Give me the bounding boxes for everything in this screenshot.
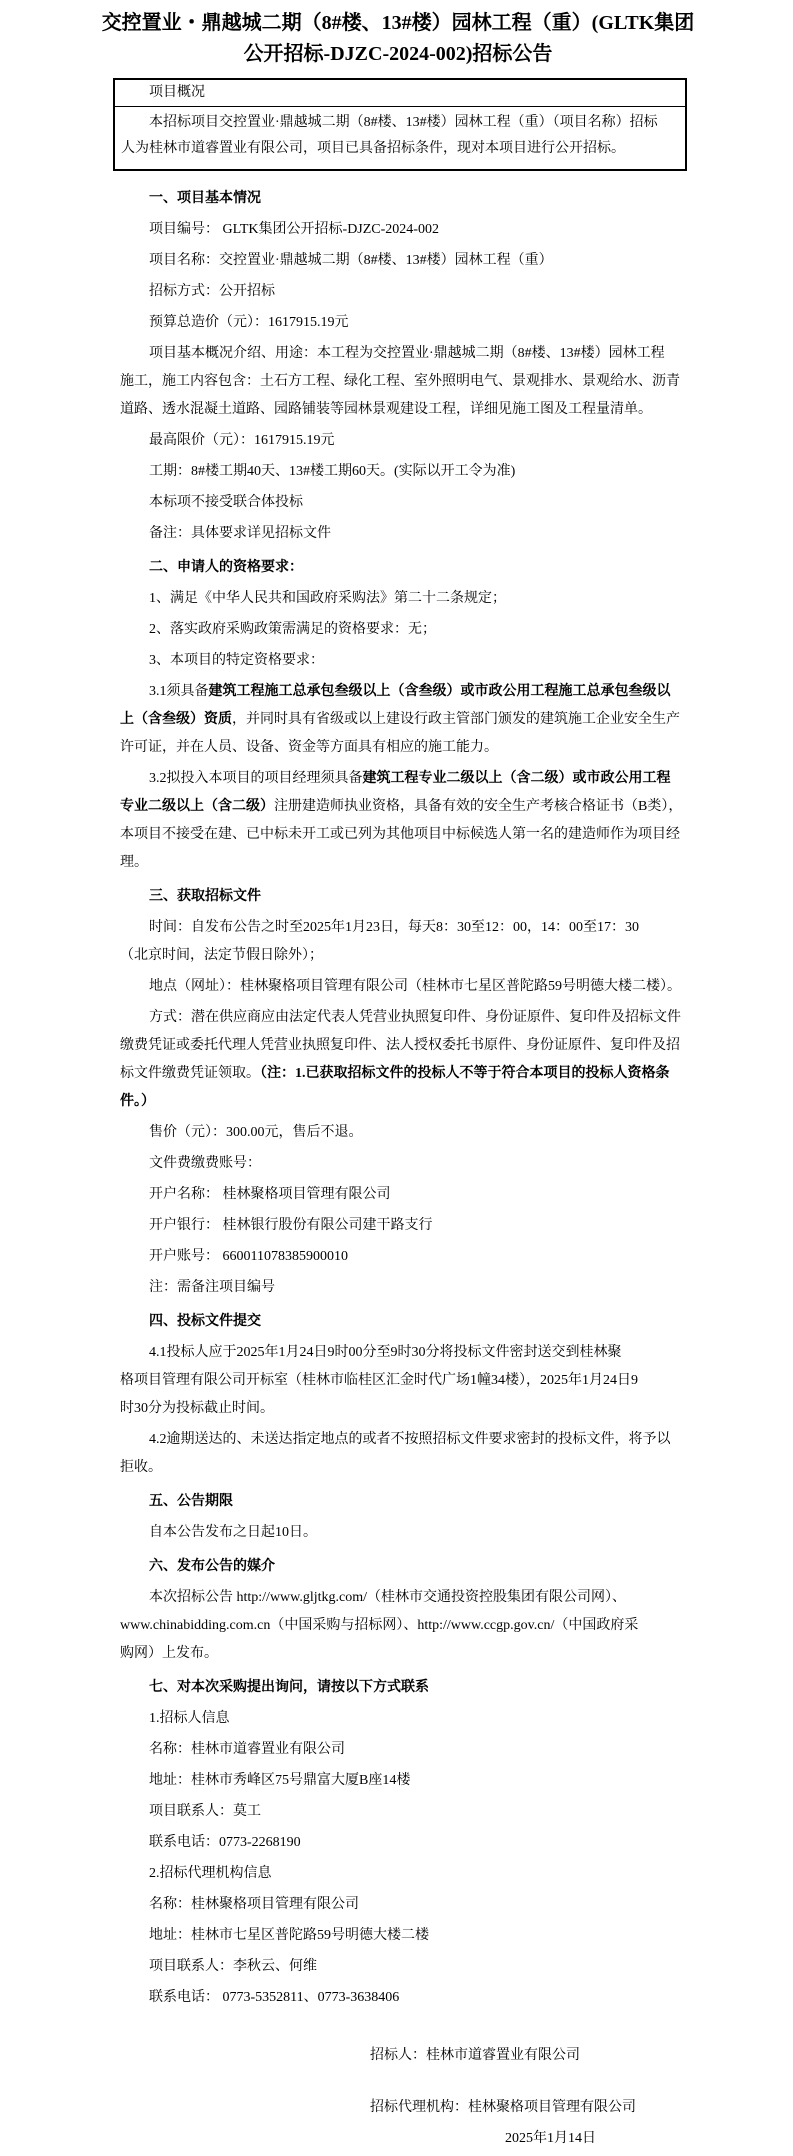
project-overview-intro: 项目基本概况介绍、用途：本工程为交控置业·鼎越城二期（8#楼、13#楼）园林工程 施工，施工内容包含：土石方工程、绿化工程、室外照明电气、景观排水、景观给水、沥青 道路、透水混凝土道路、园路铺装等园林景观建设工程，详细见施工图及工程量清单。 [120, 346, 680, 417]
section-6-heading: 六、发布公告的媒介 [149, 1559, 275, 1574]
signature-bidder: 招标人：桂林市道睿置业有限公司 [370, 2048, 580, 2063]
bidder-info-label: 1.招标人信息 [149, 1711, 230, 1726]
bidder-phone: 联系电话：0773-2268190 [149, 1835, 301, 1850]
submission-4-1: 4.1投标人应于2025年1月24日9时00分至9时30分将投标文件密封送交到桂林聚 格项目管理有限公司开标室（桂林市临桂区汇金时代广场1幢34楼），2025年1月24日9 时30分为投标截止时间。 [120, 1345, 638, 1416]
overview-box-header: 项目概况 [115, 80, 685, 107]
overview-box [113, 78, 687, 171]
agency-info-label: 2.招标代理机构信息 [149, 1866, 272, 1881]
agency-name: 名称：桂林聚格项目管理有限公司 [149, 1897, 359, 1912]
agency-address: 地址：桂林市七星区普陀路59号明德大楼二楼 [149, 1928, 429, 1943]
document-title [90, 8, 706, 70]
section-2-heading: 二、申请人的资格要求： [149, 560, 303, 575]
document-body [120, 185, 683, 2153]
remark: 备注：具体要求详见招标文件 [149, 526, 331, 541]
bidder-name: 名称：桂林市道睿置业有限公司 [149, 1742, 345, 1757]
account-bank: 开户银行： 桂林银行股份有限公司建干路支行 [149, 1218, 433, 1233]
qualification-3: 3、本项目的特定资格要求： [149, 653, 324, 668]
agency-phone: 联系电话： 0773-5352811、0773-3638406 [149, 1990, 400, 2005]
section-4-heading: 四、投标文件提交 [149, 1314, 261, 1329]
account-note: 注：需备注项目编号 [149, 1280, 275, 1295]
construction-period: 工期：8#楼工期40天、13#楼工期60天。(实际以开工令为准) [149, 464, 516, 479]
overview-box-body-line-1: 本招标项目交控置业·鼎越城二期（8#楼、13#楼）园林工程（重）（项目名称）招标 [149, 115, 658, 130]
section-5-heading: 五、公告期限 [149, 1494, 233, 1509]
section-3-heading: 三、获取招标文件 [149, 889, 261, 904]
account-number: 开户账号： 660011078385900010 [149, 1249, 348, 1264]
qualification-3-1: 3.1须具备建筑工程施工总承包叁级以上（含叁级）或市政公用工程施工总承包叁级以 上（含叁级）资质，并同时具有省级或以上建设行政主管部门颁发的建筑施工企业安全生产 许可证，并在人员、设备、资金等方面具有相应的施工能力。 [120, 684, 680, 755]
section-7-heading: 七、对本次采购提出询问，请按以下方式联系 [149, 1680, 429, 1695]
document-title-line-1: 交控置业・鼎越城二期（8#楼、13#楼）园林工程（重）(GLTK集团 [101, 12, 695, 34]
document-title-line-2: 公开招标-DJZC-2024-002)招标公告 [243, 43, 553, 65]
agency-contact: 项目联系人：李秋云、何维 [149, 1959, 317, 1974]
max-price: 最高限价（元）：1617915.19元 [149, 433, 335, 448]
budget-total: 预算总造价（元）：1617915.19元 [149, 315, 349, 330]
qualification-3-2: 3.2拟投入本项目的项目经理须具备建筑工程专业二级以上（含二级）或市政公用工程 专业二级以上（含二级）注册建造师执业资格，具备有效的安全生产考核合格证书（B类）， 本项目不接受在建、已中标未开工或已列为其他项目中标候选人第一名的建造师作为项目经 理。 [120, 771, 683, 870]
media-paragraph: 本次招标公告 http://www.gljtkg.com/（桂林市交通投资控股集团有限公司网）、 www.chinabidding.com.cn（中国采购与招标网）、http://www.ccgp.gov.cn/（中国政府采 购网）上发布。 [120, 1590, 639, 1661]
announcement-period: 自本公告发布之日起10日。 [149, 1525, 317, 1540]
obtain-time: 时间：自发布公告之时至2025年1月23日，每天8：30至12：00，14：00至17：30 （北京时间，法定节假日除外）； [120, 920, 639, 963]
bidder-address: 地址：桂林市秀峰区75号鼎富大厦B座14楼 [149, 1773, 411, 1788]
no-consortium: 本标项不接受联合体投标 [149, 495, 303, 510]
submission-4-2: 4.2逾期送达的、未送达指定地点的或者不按照招标文件要求密封的投标文件，将予以 拒收。 [120, 1432, 671, 1475]
project-name: 项目名称：交控置业·鼎越城二期（8#楼、13#楼）园林工程（重） [149, 253, 553, 268]
signature-agency: 招标代理机构：桂林聚格项目管理有限公司 [370, 2100, 636, 2115]
overview-box-body [115, 107, 685, 169]
bidder-contact: 项目联系人：莫工 [149, 1804, 261, 1819]
qualification-1: 1、满足《中华人民共和国政府采购法》第二十二条规定； [149, 591, 506, 606]
overview-box-body-line-2: 人为桂林市道睿置业有限公司，项目已具备招标条件，现对本项目进行公开招标。 [121, 141, 625, 156]
announcement-date: 2025年1月14日 [505, 2131, 596, 2146]
obtain-method: 方式：潜在供应商应由法定代表人凭营业执照复印件、身份证原件、复印件及招标文件 缴费凭证或委托代理人凭营业执照复印件、法人授权委托书原件、身份证原件、复印件及招 标文件缴费凭证领取。（注：1.已获取招标文件的投标人不等于符合本项目的投标人资格条 件。） [120, 1010, 681, 1109]
qualification-2: 2、落实政府采购政策需满足的资格要求：无； [149, 622, 436, 637]
bidding-method: 招标方式：公开招标 [149, 284, 275, 299]
obtain-place: 地点（网址）：桂林聚格项目管理有限公司（桂林市七星区普陀路59号明德大楼二楼）。 [149, 979, 681, 994]
document-price: 售价（元）：300.00元，售后不退。 [149, 1125, 363, 1140]
account-name: 开户名称： 桂林聚格项目管理有限公司 [149, 1187, 391, 1202]
fee-account-label: 文件费缴费账号： [149, 1156, 261, 1171]
section-1-heading: 一、项目基本情况 [149, 191, 261, 206]
project-number: 项目编号： GLTK集团公开招标-DJZC-2024-002 [149, 222, 439, 237]
